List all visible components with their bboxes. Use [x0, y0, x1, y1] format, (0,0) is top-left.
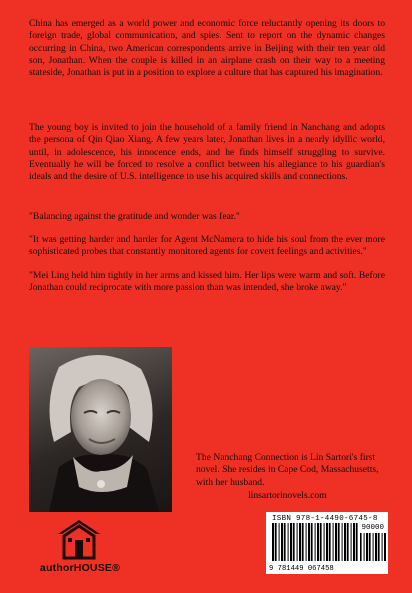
blurb-paragraph-1: China has emerged as a world power and economic force reluctantly opening its doors to foreign trade, global communication, and spies. Sent to report on the dynamic changes occurring in China, two American correspondents arrive in Beijing with their ten year old son, Jonathan. When the couple is killed in an airplane crash on their way to a meeting stateside, Jonathan is put in a position to explore a culture that has captured his imagination.: [29, 18, 385, 79]
publisher-name: authorHOUSE®: [39, 562, 121, 574]
author-website: linsartorinovels.com: [248, 490, 327, 501]
barcode-bars: [272, 523, 358, 561]
quote-3: "Mei Ling held him tightly in her arms and kissed him. Her lips were warm and soft. Before Jonathan could reciprocate with more passion than was intended, she broke away.": [29, 270, 385, 294]
quote-2: "It was getting harder and harder for Agent McNamera to hide his soul from the ever more sophisticated probes that constantly monitored agents for covert feelings and activities.": [29, 234, 385, 258]
price-code: 90000: [361, 524, 384, 532]
ean-digits: 9 781449 067458: [269, 565, 334, 573]
house-icon: [56, 518, 102, 560]
author-portrait-image: [29, 347, 172, 512]
isbn-number: ISBN 978-1-4490-6745-8: [272, 515, 378, 523]
addon-barcode-bars: [360, 533, 386, 561]
quote-1: "Balancing against the gratitude and wonder was fear.": [29, 211, 240, 222]
author-photo: [29, 347, 172, 512]
isbn-barcode: [266, 512, 388, 574]
blurb-paragraph-2: The young boy is invited to join the household of a family friend in Nanchang and adopts the persona of Qin Qiao Xiang. A few years later, Jonathan lives in a nearly idyllic world, until, in adolescence, his innocence ends, and he finds himself struggling to survive. Eventually he will be forced to resolve a conflict between his allegiance to his guardian's ideals and the desire of U.S. intelligence to use his acquired skills and connections.: [29, 122, 385, 183]
publisher-logo: [38, 518, 121, 578]
author-bio: The Nanchang Connection is Lin Sartori's first novel. She resides in Cape Cod, Massachusetts, with her husband.: [196, 452, 379, 488]
